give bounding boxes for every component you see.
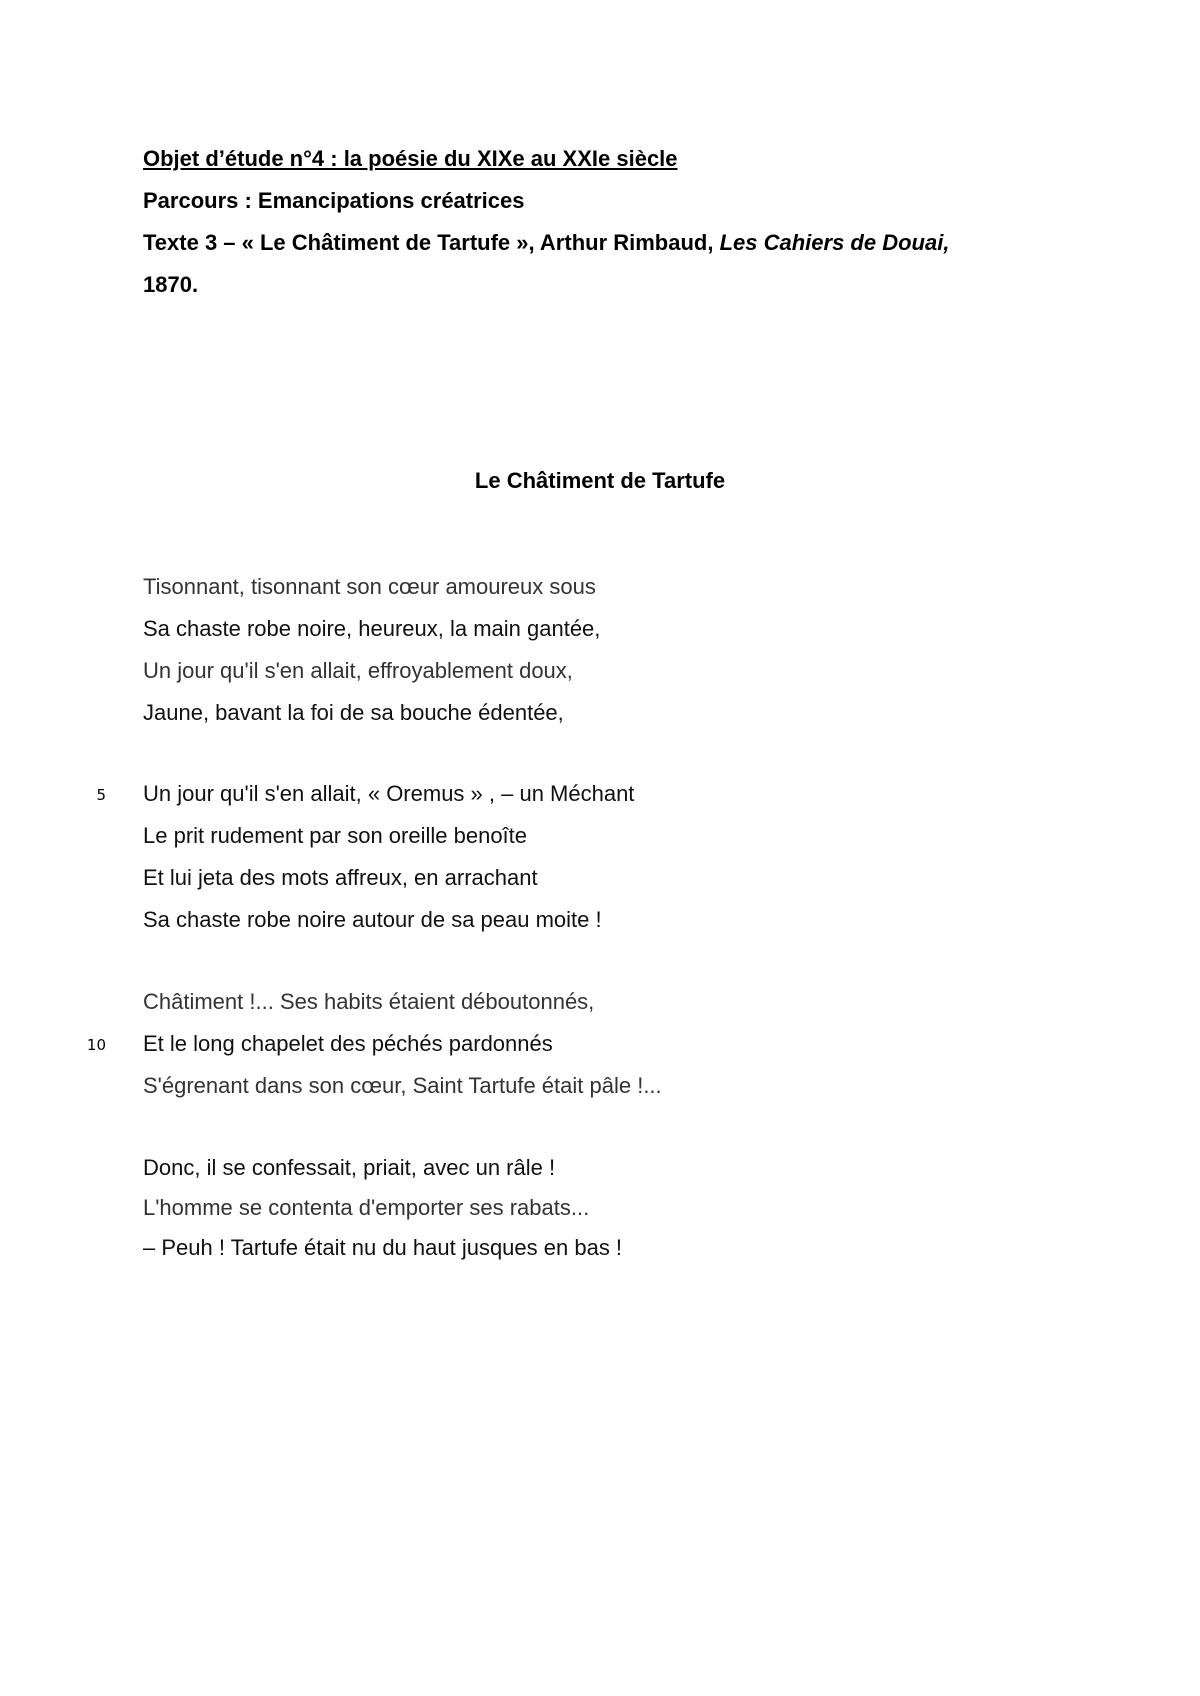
verse-line: Donc, il se confessait, priait, avec un râle ! xyxy=(143,1155,556,1180)
texte-heading-prefix: Texte 3 – « Le Châtiment de Tartufe », Arthur Rimbaud, xyxy=(143,230,720,255)
verse-line: Jaune, bavant la foi de sa bouche édentée, xyxy=(143,700,564,725)
texte-heading-work: Les Cahiers de Douai, xyxy=(719,230,950,255)
verse-line: S'égrenant dans son cœur, Saint Tartufe était pâle !... xyxy=(143,1073,662,1098)
verse-line: Un jour qu'il s'en allait, effroyablement doux, xyxy=(143,658,573,683)
verse-line: Le prit rudement par son oreille benoîte xyxy=(143,823,528,848)
objet-heading: Objet d’étude n°4 : la poésie du XIXe au XXIe siècle xyxy=(143,146,678,171)
line-number: 10 xyxy=(86,1036,106,1054)
parcours-heading: Parcours : Emancipations créatrices xyxy=(143,188,525,213)
texte-heading-year: 1870. xyxy=(143,272,199,297)
poem-title: Le Châtiment de Tartufe xyxy=(474,468,726,493)
verse-line: Châtiment !... Ses habits étaient déboutonnés, xyxy=(143,989,595,1014)
verse-line: – Peuh ! Tartufe était nu du haut jusques en bas ! xyxy=(143,1235,623,1260)
verse-line: Sa chaste robe noire, heureux, la main gantée, xyxy=(143,616,601,641)
line-number: 5 xyxy=(96,786,106,804)
texte-heading xyxy=(143,230,949,256)
verse-line: L'homme se contenta d'emporter ses rabats... xyxy=(143,1195,590,1220)
verse-line: Et lui jeta des mots affreux, en arrachant xyxy=(143,865,538,890)
verse-line: Un jour qu'il s'en allait, « Oremus » , – un Méchant xyxy=(143,781,635,806)
verse-line: Et le long chapelet des péchés pardonnés xyxy=(143,1031,553,1056)
verse-line: Tisonnant, tisonnant son cœur amoureux sous xyxy=(143,574,596,599)
verse-line: Sa chaste robe noire autour de sa peau moite ! xyxy=(143,907,602,932)
